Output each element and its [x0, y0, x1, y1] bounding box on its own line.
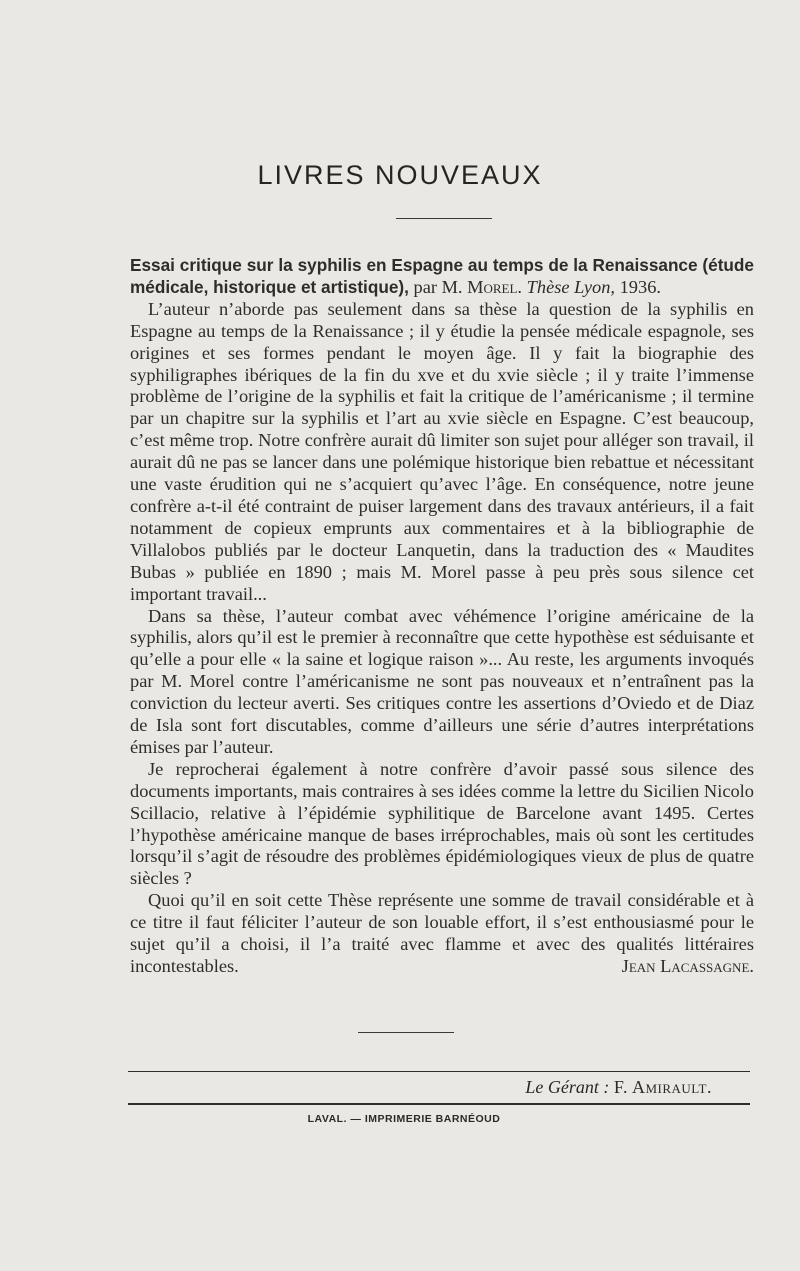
review-paragraph-3: Je reprocherai également à notre confrère d’avoir passé sous silence des documents importants, mais contraires à ses idées comme la lettre du Sicilien Nicolo Scillacio, relative à l’épidémie syphilitique de Barcelone avant 1495. Certes l’hypothèse américaine manque de bases irréprochables, mais où sont les certitudes lorsqu’il s’agit de résoudre des problèmes épidémiologiques vieux de plus de quatre siècles ?: [130, 758, 754, 889]
footer-rule-top: [128, 1071, 750, 1072]
page-title: LIVRES NOUVEAUX: [257, 160, 543, 190]
book-source: Thèse Lyon,: [526, 276, 615, 297]
review-paragraph-4: [130, 890, 754, 978]
printer-imprint: LAVAL. — IMPRIMERIE BARNÉOUD: [307, 1113, 501, 1125]
book-year: 1936.: [619, 276, 661, 297]
book-title: Essai critique sur la syphilis en Espagne au temps de la Renaissance (étude médicale, historique et artistique),: [130, 255, 754, 297]
footer-rule-bottom: [128, 1103, 750, 1105]
review-header: [130, 255, 754, 299]
review-paragraph-2: Dans sa thèse, l’auteur combat avec véhémence l’origine américaine de la syphilis, alors qu’il est le premier à reconnaître que cette hypothèse est séduisante et qu’elle a pour elle « la saine et logique raison »... Au reste, les arguments invoqués par M. Morel contre l’américanisme ne sont pas nouveaux et n’entraînent pas la conviction du lecteur averti. Ses critiques contre les assertions d’Oviedo et de Diaz de Isla sont fort discutables, comme d’ailleurs une série d’autres interprétations émises par l’auteur.: [130, 605, 754, 757]
review-by: par M.: [413, 276, 463, 297]
book-review: [130, 255, 754, 978]
title-rule: [396, 218, 492, 219]
book-author: Morel.: [467, 276, 523, 297]
review-signature: Jean Lacassagne.: [621, 956, 754, 976]
review-paragraph-1: L’auteur n’aborde pas seulement dans sa thèse la question de la syphilis en Espagne au temps de la Renaissance ; il y étudie la pensée médicale espagnole, ses origines et ses formes pendant le moyen âge. Il y fait la biographie des syphiligraphes ibériques de la fin du xve et du xvie siècle ; il y traite l’immense problème de l’origine de la syphilis et fait la critique de l’américanisme ; il termine par un chapitre sur la syphilis et l’art au xvie siècle en Espagne. C’est beaucoup, c’est même trop. Notre confrère aurait dû limiter son sujet pour alléger son travail, il aurait dû ne pas se lancer dans une polémique historique bien rebattue et nécessitant une vaste érudition qui ne s’acquiert qu’avec l’âge. En conséquence, notre jeune confrère a-t-il été contraint de puiser largement dans des travaux antérieurs, il a fait notamment de copieux emprunts aux commentaires et à la bibliographie de Villalobos publiés par le docteur Lanquetin, dans la traduction des « Maudites Bubas » publiée en 1890 ; mais M. Morel passe à peu près sous silence cet important travail...: [130, 298, 754, 604]
gerant-name: F. Amirault.: [613, 1077, 712, 1097]
gerant-line: [525, 1077, 712, 1098]
review-paragraph-4-text: Quoi qu’il en soit cette Thèse représente une somme de travail considérable et à ce titre il faut féliciter l’auteur de son louable effort, il s’est enthousiasmé pour le sujet qu’il a choisi, il l’a traité avec flamme et avec des qualités littéraires incontestables.: [130, 890, 754, 976]
gerant-label: Le Gérant :: [525, 1077, 610, 1097]
end-rule: [358, 1032, 454, 1033]
